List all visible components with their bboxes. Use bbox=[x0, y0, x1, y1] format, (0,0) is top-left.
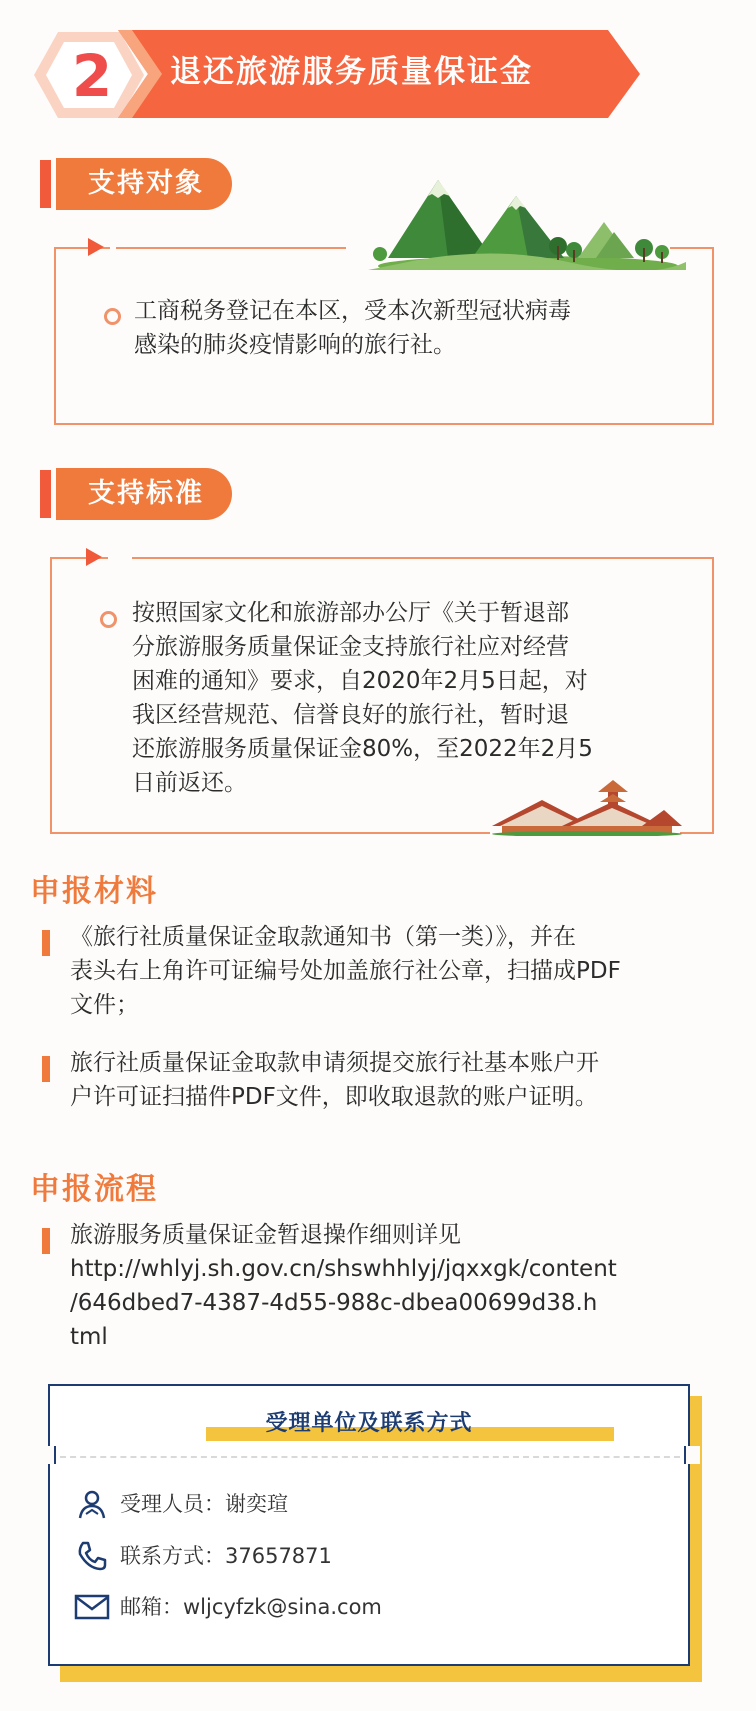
card-divider bbox=[60, 1456, 680, 1458]
person-icon bbox=[76, 1488, 108, 1520]
materials-heading: 申报材料 bbox=[30, 874, 158, 909]
text-line: 困难的通知》要求，自2020年2月5日起，对 bbox=[132, 668, 588, 694]
process-link-line[interactable]: http://whlyj.sh.gov.cn/shswhhlyj/jqxxgk/content bbox=[70, 1256, 617, 1282]
triangle-marker bbox=[86, 548, 102, 566]
materials-item-1 bbox=[70, 920, 730, 1022]
triangle-marker bbox=[88, 238, 104, 256]
card-notch-left bbox=[40, 1446, 56, 1464]
text-line: 感染的肺炎疫情影响的旅行社。 bbox=[134, 332, 456, 358]
contact-person: 受理人员：谢奕瑄 bbox=[120, 1492, 288, 1516]
contact-phone[interactable]: 联系方式：37657871 bbox=[120, 1544, 332, 1568]
support-standard-text bbox=[132, 596, 702, 800]
process-link-line[interactable]: tml bbox=[70, 1324, 108, 1350]
text-line: 还旅游服务质量保证金80%，至2022年2月5 bbox=[132, 736, 593, 762]
banner-title: 退还旅游服务质量保证金 bbox=[170, 54, 533, 90]
text-line: 分旅游服务质量保证金支持旅行社应对经营 bbox=[132, 634, 569, 660]
mail-icon bbox=[74, 1593, 110, 1621]
card-notch-right bbox=[684, 1446, 700, 1464]
bullet-icon bbox=[104, 308, 121, 325]
text-line: 文件； bbox=[70, 992, 139, 1018]
section-tag-support-target: 支持对象 bbox=[56, 158, 232, 210]
text-line: 表头右上角许可证编号处加盖旅行社公章，扫描成PDF bbox=[70, 958, 621, 984]
process-heading: 申报流程 bbox=[30, 1172, 158, 1207]
list-marker bbox=[42, 930, 50, 956]
text-line: 工商税务登记在本区，受本次新型冠状病毒 bbox=[134, 298, 571, 324]
section-tag-support-standard: 支持标准 bbox=[56, 468, 232, 520]
box-gap bbox=[108, 550, 132, 564]
materials-item-2 bbox=[70, 1046, 730, 1114]
tag-accent-bar bbox=[40, 160, 51, 208]
text-line: 旅游服务质量保证金暂退操作细则详见 bbox=[70, 1222, 461, 1248]
process-link-line[interactable]: /646dbed7-4387-4d55-988c-dbea00699d38.h bbox=[70, 1290, 598, 1316]
text-line: 按照国家文化和旅游部办公厅《关于暂退部 bbox=[132, 600, 569, 626]
text-line: 户许可证扫描件PDF文件，即收取退款的账户证明。 bbox=[70, 1084, 598, 1110]
mountain-illustration bbox=[368, 174, 686, 270]
list-marker bbox=[42, 1228, 50, 1254]
list-marker bbox=[42, 1056, 50, 1082]
bullet-icon bbox=[100, 611, 117, 628]
contact-email[interactable]: 邮箱：wljcyfzk@sina.com bbox=[120, 1595, 382, 1619]
text-line: 旅行社质量保证金取款申请须提交旅行社基本账户开 bbox=[70, 1050, 599, 1076]
tag-accent-bar bbox=[40, 470, 51, 518]
process-text bbox=[70, 1218, 730, 1354]
phone-icon bbox=[76, 1540, 108, 1572]
box-top-line bbox=[116, 247, 346, 249]
support-target-text bbox=[134, 294, 694, 362]
contact-card-title: 受理单位及联系方式 bbox=[265, 1411, 473, 1436]
text-line: 我区经营规范、信誉良好的旅行社，暂时退 bbox=[132, 702, 569, 728]
text-line: 《旅行社质量保证金取款通知书（第一类）》，并在 bbox=[70, 924, 576, 950]
badge-number: 2 bbox=[71, 42, 113, 110]
text-line: 日前返还。 bbox=[132, 770, 247, 796]
